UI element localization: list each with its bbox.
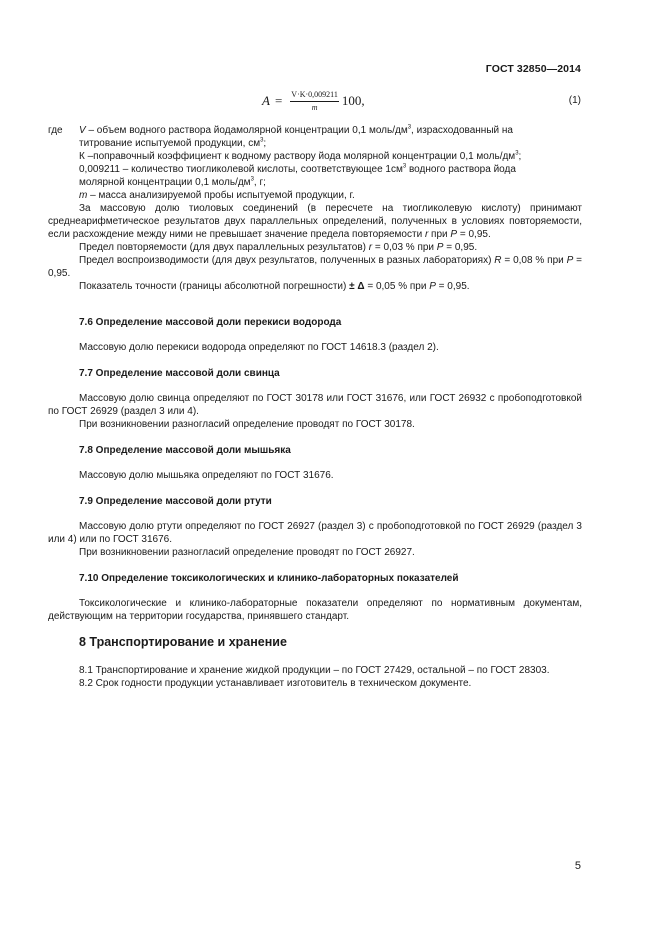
section-8-title: 8 Транспортирование и хранение — [79, 635, 287, 649]
section-7-8-p1: Массовую долю мышьяка определяют по ГОСТ 31676. — [79, 470, 334, 481]
formula-lhs: A — [262, 93, 270, 108]
reprod-text: Предел воспроизводимости (для двух результатов, полученных в разных лабораториях) — [79, 255, 492, 266]
accuracy-text: Показатель точности (границы абсолютной погрешности) — [79, 281, 350, 292]
def-k-text: К –поправочный коэффициент к водному раствору йода молярной концентрации 0,1 моль/дм — [79, 151, 516, 162]
section-7-7-title: 7.7 Определение массовой доли свинца — [79, 368, 280, 379]
section-7-9-p2: При возникновении разногласий определение проводят по ГОСТ 26927. — [79, 547, 415, 558]
def-c-text2: водного раствора йода — [406, 164, 516, 175]
repeat-val: = 0,03 % при — [372, 242, 437, 253]
section-8-body — [48, 664, 582, 690]
def-v-cont-text: титрование испытуемой продукции, см — [79, 138, 261, 149]
def-v-text2: , израсходованный на — [411, 125, 513, 136]
result-var-r: r — [424, 229, 429, 240]
section-8-p2: 8.2 Срок годности продукции устанавливает изготовитель в техническом документе. — [79, 678, 472, 689]
repeatability-paragraph — [48, 241, 582, 254]
repeat-var-r: r — [368, 242, 373, 253]
reproducibility-paragraph — [48, 254, 582, 280]
result-paragraph — [48, 202, 582, 241]
reprod-val: = 0,08 % при — [501, 255, 567, 266]
def-k-sup: 3 — [515, 150, 519, 157]
formula-1 — [262, 86, 365, 116]
formula-row — [0, 86, 661, 116]
def-v-text: – объем водного раствора йодамолярной концентрации 0,1 моль/дм — [85, 125, 408, 136]
var-v: V — [79, 125, 86, 136]
def-k-end: ; — [518, 151, 522, 162]
where-label: где — [48, 125, 63, 136]
section-7-7-p2: При возникновении разногласий определение проводят по ГОСТ 30178. — [79, 419, 415, 430]
result-var-p: P — [450, 229, 458, 240]
formula-denominator: m — [311, 102, 318, 112]
def-c-text: 0,009211 – количество тиогликолевой кислоты, соответствующее 1см — [79, 164, 403, 175]
accuracy-val: = 0,05 % при — [364, 281, 430, 292]
document-header: ГОСТ 32850—2014 — [485, 63, 581, 75]
section-7-6-body — [48, 341, 582, 354]
section-7-9-p1: Массовую долю ртути определяют по ГОСТ 26927 (раздел 3) с пробоподготовкой по ГОСТ 26929 (раздел 3 или 4) или по ГОСТ 31676. — [48, 521, 582, 545]
def-c-cont-sup: 3 — [250, 176, 254, 183]
definition-v — [48, 124, 582, 137]
repeat-var-p: P — [436, 242, 444, 253]
variable-definitions — [48, 124, 582, 293]
definition-k — [48, 150, 582, 163]
section-7-7-p1: Массовую долю свинца определяют по ГОСТ 30178 или ГОСТ 31676, или ГОСТ 26932 с пробоподготовкой по ГОСТ 26929 (раздел 3 или 4). — [48, 393, 582, 417]
section-7-7-body — [48, 392, 582, 431]
page-number: 5 — [574, 860, 581, 872]
repeat-end: = 0,95. — [443, 242, 478, 253]
result-end: = 0,95. — [457, 229, 491, 240]
formula-multiplier: 100, — [341, 93, 365, 108]
accuracy-end: = 0,95. — [435, 281, 470, 292]
section-7-8-title: 7.8 Определение массовой доли мышьяка — [79, 445, 291, 456]
var-m: m — [79, 190, 88, 201]
def-v-cont-end: ; — [263, 138, 267, 149]
section-7-10-body — [48, 597, 582, 623]
formula-numerator: V·K·0,009211 — [290, 90, 339, 102]
section-7-6-p1: Массовую долю перекиси водорода определяют по ГОСТ 14618.3 (раздел 2). — [79, 342, 439, 353]
result-text: За массовую долю тиоловых соединений (в пересчете на тиогликолевую кислоту) принимают среднеарифметическое результатов двух параллельных определений, полученных в условиях повторяемости, если расхождение между ними не превышает значение предела повторяемости — [48, 203, 582, 240]
section-7-8-body — [48, 469, 582, 482]
section-7-10-p1: Токсикологические и клинико-лабораторные показатели определяют по нормативным документам, действующим на территории государства, принявшего стандарт. — [48, 598, 582, 622]
accuracy-symbol: ± Δ — [349, 281, 365, 292]
def-v-sup: 3 — [407, 124, 412, 131]
section-7-9-body — [48, 520, 582, 559]
def-c-cont: молярной концентрации 0,1 моль/дм — [79, 177, 251, 188]
section-7-10-title: 7.10 Определение токсикологических и клинико-лабораторных показателей — [79, 573, 459, 584]
reprod-var-r: R — [494, 255, 502, 266]
repeat-text: Предел повторяемости (для двух параллельных результатов) — [79, 242, 369, 253]
result-mid: при — [428, 229, 448, 240]
definition-constant — [48, 163, 582, 176]
formula-number: (1) — [568, 95, 581, 106]
formula-equals: = — [274, 93, 283, 108]
accuracy-var-p: P — [429, 281, 436, 292]
section-8-p1: 8.1 Транспортирование и хранение жидкой продукции – по ГОСТ 27429, остальной – по ГОСТ 28303. — [79, 665, 550, 676]
accuracy-paragraph — [48, 280, 582, 293]
def-v-cont-sup: 3 — [260, 137, 264, 144]
section-7-9-title: 7.9 Определение массовой доли ртути — [79, 496, 272, 507]
definition-v-cont — [48, 137, 582, 150]
definition-m — [48, 189, 582, 202]
def-c-cont-end: , г; — [253, 177, 266, 188]
def-m-text: – масса анализируемой пробы испытуемой продукции, г. — [87, 190, 355, 201]
reprod-end: = 0,95. — [48, 255, 583, 279]
def-c-sup: 3 — [402, 163, 407, 170]
reprod-var-p: P — [566, 255, 574, 266]
definition-constant-cont — [48, 176, 582, 189]
section-7-6-title: 7.6 Определение массовой доли перекиси водорода — [79, 317, 342, 328]
formula-fraction — [290, 90, 339, 113]
